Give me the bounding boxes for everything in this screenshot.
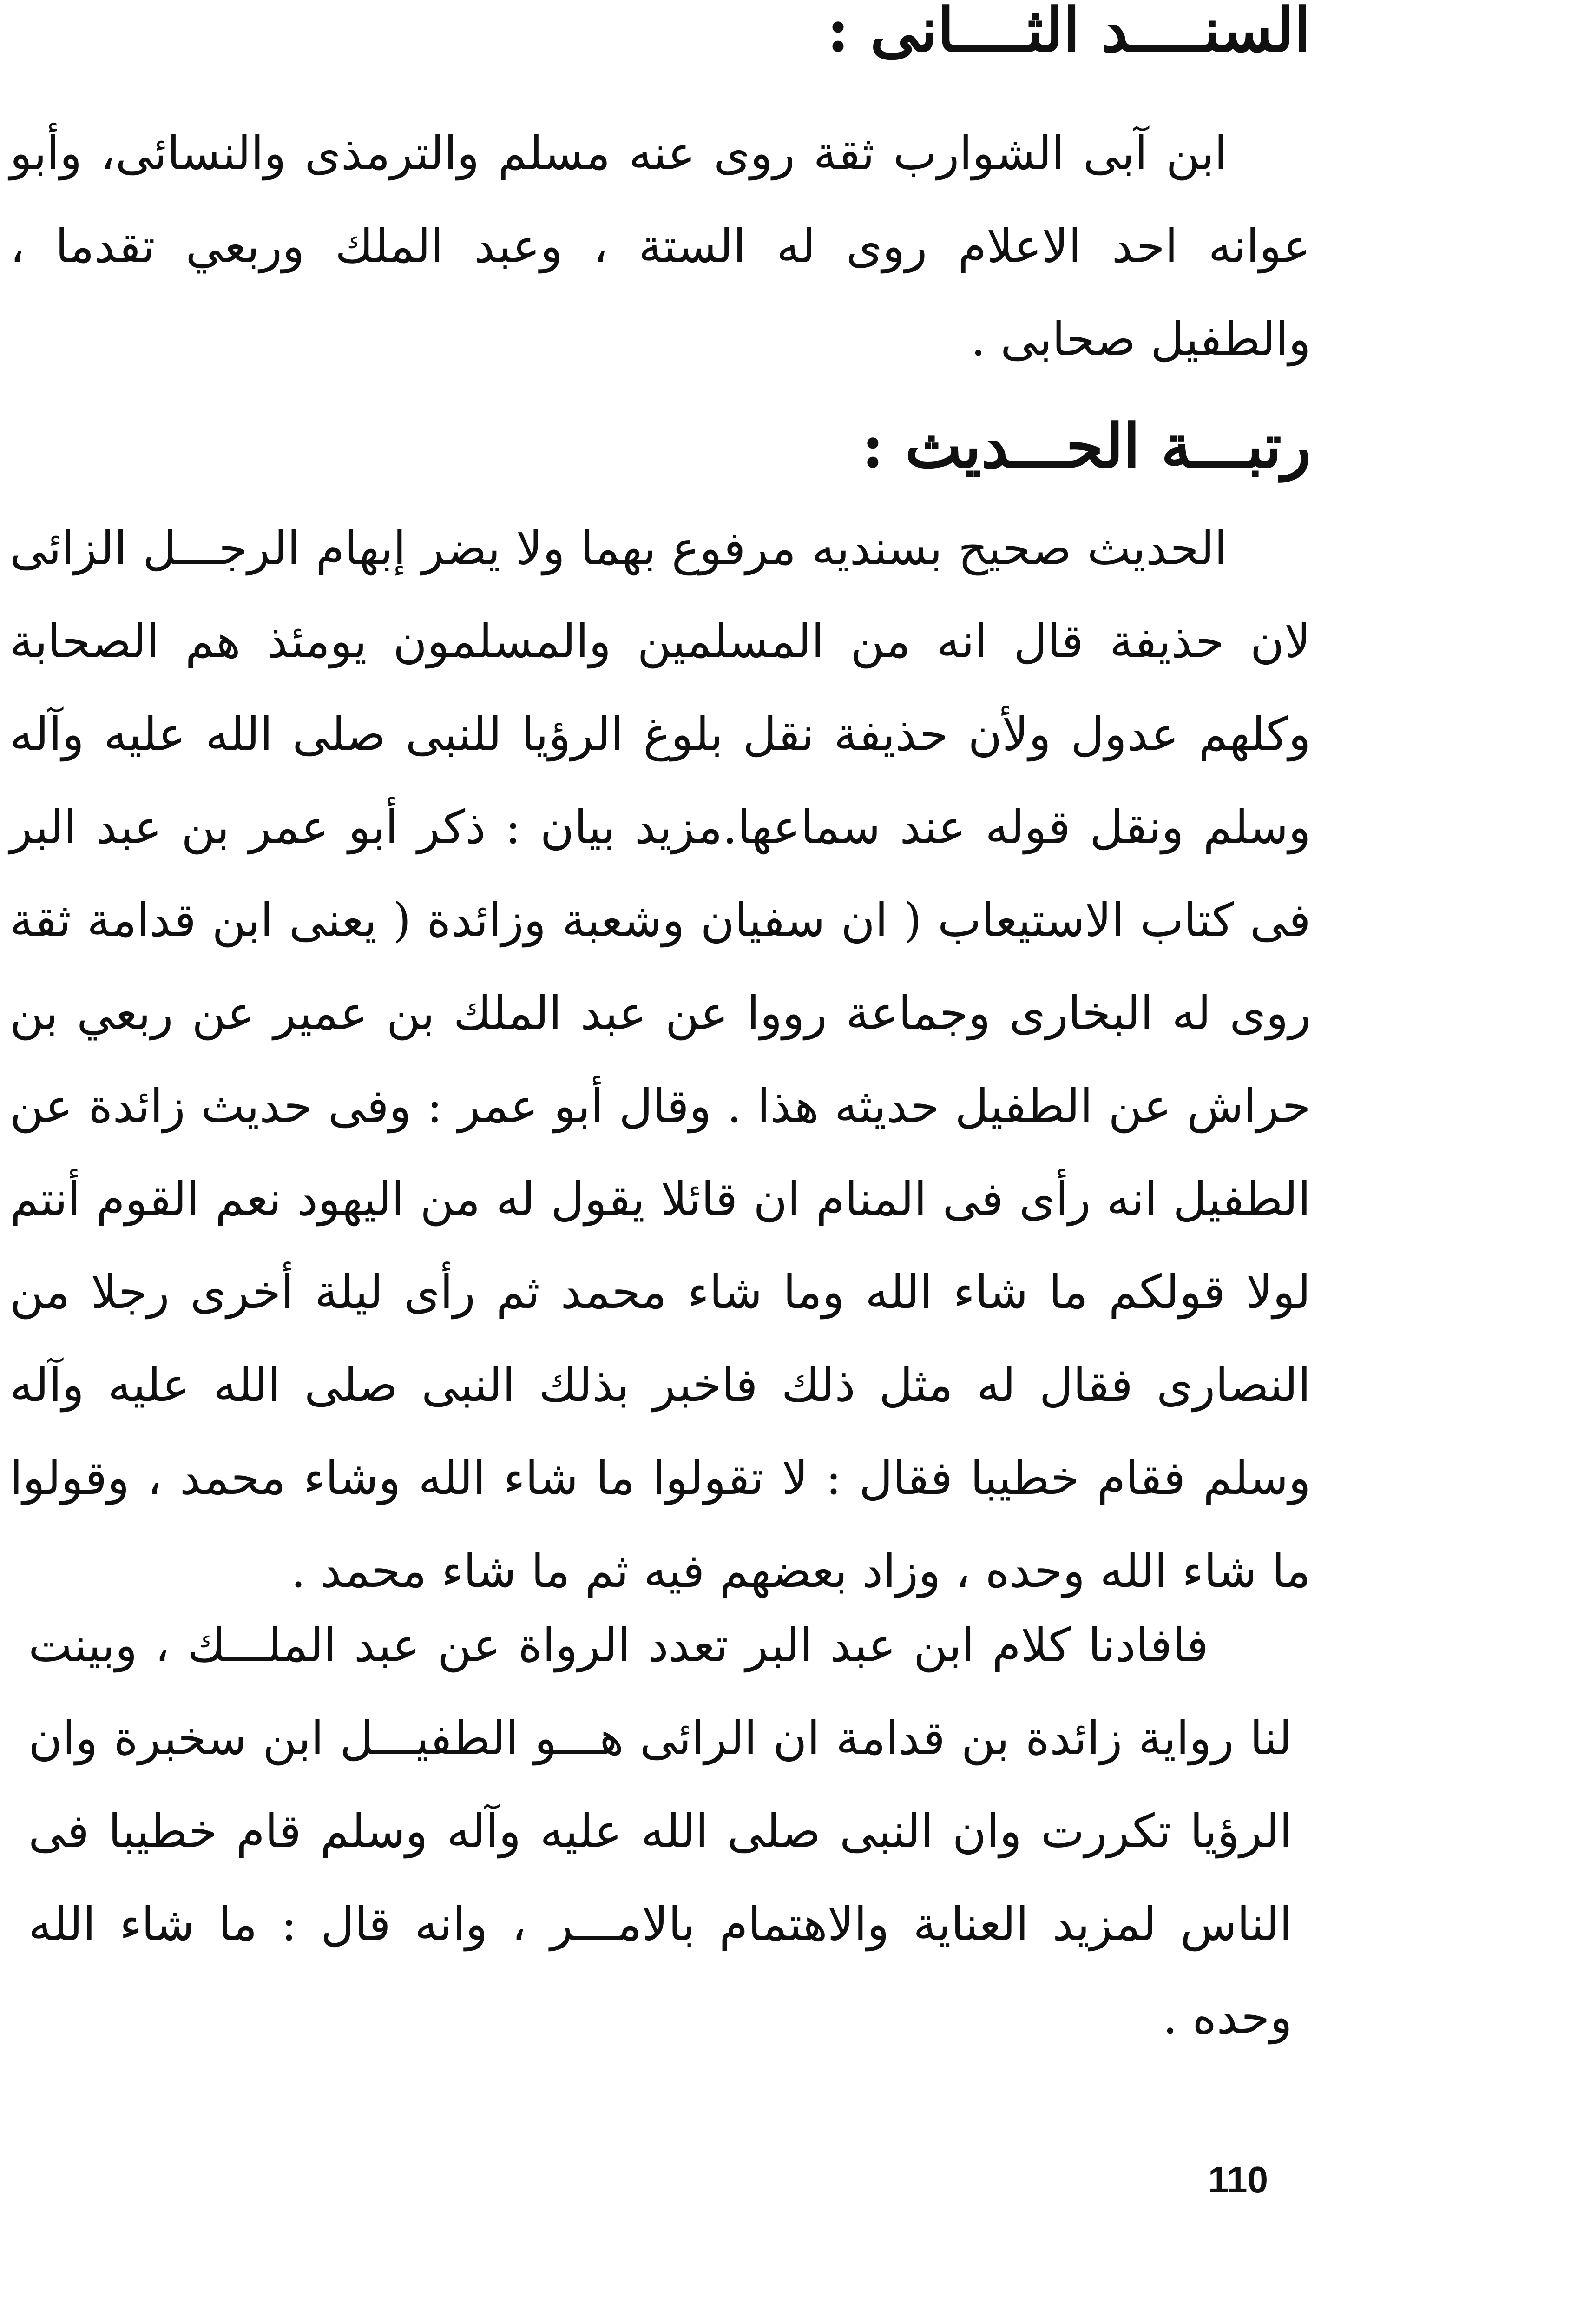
page-number: 110 (1208, 2159, 1269, 2200)
paragraph-text: ابن آبى الشوارب ثقة روى عنه مسلم والترمذى والنسائى، وأبو عوانه احد الاعلام روى له الستة ، وعبد الملك وربعي تقدما ، والطفيل صحابى . (10, 126, 1311, 366)
paragraph-sanad-narrators (10, 107, 1311, 386)
section-heading-hadith-grade: رتبـــة الحـــديث : (861, 410, 1311, 482)
paragraph-text: الحديث صحيح بسنديه مرفوع بهما ولا يضر إبهام الرجـــل الزائى لان حذيفة قال انه من المسلمين والمسلمون يومئذ هم الصحابة وكلهم عدول ولأن حذيفة نقل بلوغ الرؤيا للنبى صلى الله عليه وآله وسلم ونقل قوله عند سماعها.مزيد بيان : ذكر أبو عمر بن عبد البر فى كتاب الاستيعاب ( ان سفيان وشعبة وزائدة ( يعنى ابن قدامة ثقة روى له البخارى وجماعة رووا عن عبد الملك بن عمير عن ربعي بن حراش عن الطفيل حديثه هذا . وقال أبو عمر : وفى حديث زائدة عن الطفيل انه رأى فى المنام ان قائلا يقول له من اليهود نعم القوم أنتم لولا قولكم ما شاء الله وما شاء محمد ثم رأى ليلة أخرى رجلا من النصارى فقال له مثل ذلك فاخبر بذلك النبى صلى الله عليه وآله وسلم فقام خطيبا فقال : لا تقولوا ما شاء الله وشاء محمد ، وقولوا ما شاء الله وحده ، وزاد بعضهم فيه ثم ما شاء محمد . (10, 521, 1311, 1598)
paragraph-hadith-grade (10, 502, 1311, 1618)
paragraph-conclusion (28, 1599, 1292, 2064)
section-heading-sanad: السنــــد الثــــانى : (827, 0, 1311, 66)
paragraph-text: فافادنا كلام ابن عبد البر تعدد الرواة عن عبد الملـــك ، وبينت لنا رواية زائدة بن قدامة ان الرائى هـــو الطفيـــل ابن سخبرة وان الرؤيا تكررت وان النبى صلى الله عليه وآله وسلم قام خطيبا فى الناس لمزيد العناية والاهتمام بالامـــر ، وانه قال : ما شاء الله وحده . (28, 1618, 1292, 2044)
